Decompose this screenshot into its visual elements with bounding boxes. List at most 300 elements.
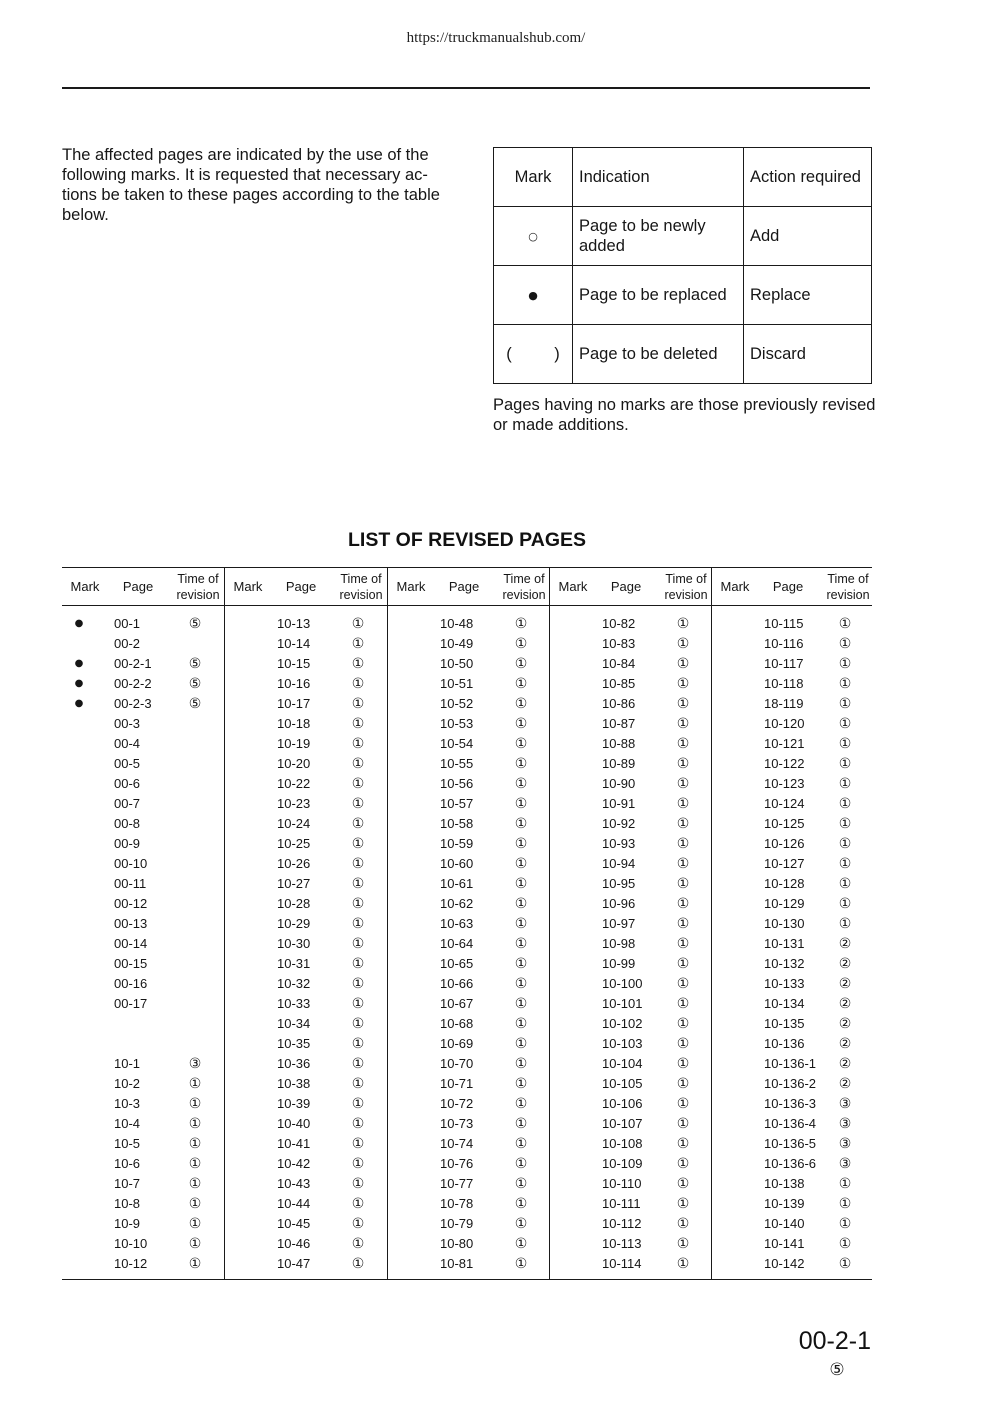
page-number: 10-100 [602, 976, 643, 991]
revision-number: ① [514, 736, 528, 752]
revision-number: ① [351, 1236, 365, 1252]
table-row [388, 1174, 549, 1194]
revision-number: ① [351, 836, 365, 852]
column-header-mark: Mark [233, 579, 263, 594]
table-row [225, 834, 387, 854]
revision-number: ① [514, 656, 528, 672]
revision-number: ① [188, 1216, 202, 1232]
page-number: 10-123 [764, 776, 805, 791]
page-number: 10-8 [114, 1196, 141, 1211]
revision-number: ② [838, 956, 852, 972]
page-number: 10-71 [440, 1076, 474, 1091]
table-row [550, 774, 711, 794]
table-row [712, 774, 872, 794]
table-row [550, 974, 711, 994]
revision-number: ① [351, 676, 365, 692]
footer-revision-mark: ⑤ [829, 1360, 845, 1380]
page-number: 10-129 [764, 896, 805, 911]
page-number: 10-83 [602, 636, 636, 651]
table-row [225, 954, 387, 974]
column-header-mark: Mark [70, 579, 100, 594]
page-number: 10-40 [277, 1116, 311, 1131]
page-number: 00-7 [114, 796, 141, 811]
revision-number: ① [838, 696, 852, 712]
parentheses-mark: ( ) [506, 345, 560, 363]
revision-number: ① [351, 696, 365, 712]
page-number: 10-97 [602, 916, 636, 931]
table-row [225, 1174, 387, 1194]
revision-number: ① [351, 656, 365, 672]
table-row [712, 1234, 872, 1254]
revision-number: ① [676, 616, 690, 632]
page-number: 10-63 [440, 916, 474, 931]
table-row [388, 1154, 549, 1174]
page-number: 10-7 [114, 1176, 141, 1191]
table-row [225, 814, 387, 834]
table-row [712, 694, 872, 714]
table-row [62, 854, 224, 874]
table-row [388, 934, 549, 954]
revision-number: ② [838, 976, 852, 992]
table-row [550, 914, 711, 934]
table-row [225, 1054, 387, 1074]
table-row [550, 1214, 711, 1234]
revision-number: ① [514, 1256, 528, 1272]
table-row [388, 1134, 549, 1154]
page-number: 00-6 [114, 776, 141, 791]
revision-number: ① [676, 676, 690, 692]
page-number: 10-130 [764, 916, 805, 931]
page-number: 10-126 [764, 836, 805, 851]
table-row [712, 1214, 872, 1234]
header-mark: Mark [494, 148, 573, 207]
revision-number: ① [514, 1156, 528, 1172]
page-number: 10-121 [764, 736, 805, 751]
page-number: 10-110 [602, 1176, 642, 1191]
table-row [550, 1094, 711, 1114]
table-row [388, 654, 549, 674]
table-row [62, 974, 224, 994]
revision-number: ⑤ [188, 656, 202, 672]
page-number: 10-125 [764, 816, 805, 831]
column-header-time-line: Time of [665, 572, 707, 586]
table-row [388, 794, 549, 814]
page-number: 00-17 [114, 996, 148, 1011]
revision-number: ① [188, 1196, 202, 1212]
revision-number: ① [351, 796, 365, 812]
page-number: 10-67 [440, 996, 474, 1011]
table-row [62, 994, 224, 1014]
table-row [388, 954, 549, 974]
table-row [225, 974, 387, 994]
table-row [62, 954, 224, 974]
table-row [62, 714, 224, 734]
page-number: 10-116 [764, 636, 804, 651]
page-number: 10-132 [764, 956, 805, 971]
table-row [712, 974, 872, 994]
page-number: 10-18 [277, 716, 311, 731]
revision-number: ① [838, 636, 852, 652]
revision-number: ① [514, 1096, 528, 1112]
revision-number: ③ [838, 1156, 852, 1172]
page-number: 10-56 [440, 776, 474, 791]
revision-number: ① [514, 976, 528, 992]
page-number: 00-2 [114, 636, 141, 651]
note-line: Pages having no marks are those previously revised [493, 396, 876, 414]
table-row [225, 674, 387, 694]
table-row [225, 794, 387, 814]
table-row [225, 934, 387, 954]
table-row [550, 1114, 711, 1134]
table-row [550, 734, 711, 754]
page-number: 00-2-2 [114, 676, 152, 691]
table-row [388, 834, 549, 854]
revision-number: ① [838, 1256, 852, 1272]
table-row [550, 1154, 711, 1174]
revision-number: ③ [838, 1136, 852, 1152]
table-row [712, 914, 872, 934]
table-row [62, 1214, 224, 1234]
page-number: 10-99 [602, 956, 636, 971]
revision-number: ① [351, 1096, 365, 1112]
table-row [712, 954, 872, 974]
page-number: 10-77 [440, 1176, 474, 1191]
page-number: 10-12 [114, 1256, 148, 1271]
page-number: 10-65 [440, 956, 474, 971]
column-header-page: Page [772, 579, 804, 594]
table-row [388, 854, 549, 874]
page-number: 10-43 [277, 1176, 311, 1191]
revision-number: ① [838, 716, 852, 732]
revision-number: ① [676, 876, 690, 892]
revision-number: ① [838, 1176, 852, 1192]
table-row [225, 694, 387, 714]
page-number: 00-10 [114, 856, 148, 871]
revision-number: ① [188, 1236, 202, 1252]
page-number: 10-142 [764, 1256, 805, 1271]
page-number: 10-112 [602, 1216, 642, 1231]
page-number: 10-34 [277, 1016, 311, 1031]
page-number: 10-48 [440, 616, 474, 631]
revision-number: ② [838, 1016, 852, 1032]
table-row [550, 754, 711, 774]
table-row [388, 874, 549, 894]
table-row [62, 754, 224, 774]
table-row [62, 1154, 224, 1174]
revision-number: ① [514, 1036, 528, 1052]
page-number: 10-88 [602, 736, 636, 751]
table-row [712, 994, 872, 1014]
table-row [388, 774, 549, 794]
table-row [712, 834, 872, 854]
page-number: 10-136-5 [764, 1136, 817, 1151]
page-number: 10-98 [602, 936, 636, 951]
revised-pages-column-group [224, 568, 387, 1279]
table-row [550, 874, 711, 894]
table-row [225, 874, 387, 894]
revision-number: ② [838, 996, 852, 1012]
header-action-required: Action required [744, 148, 872, 207]
table-row [62, 1094, 224, 1114]
table-row [62, 1254, 224, 1274]
page-number: 10-44 [277, 1196, 311, 1211]
table-row [550, 954, 711, 974]
revision-number: ① [676, 1236, 690, 1252]
table-row [712, 674, 872, 694]
revision-number: ① [514, 1056, 528, 1072]
column-header-time-of-revision [172, 571, 224, 603]
revision-number: ① [676, 936, 690, 952]
page-number: 00-3 [114, 716, 141, 731]
mark-cell [494, 207, 573, 266]
revision-number: ① [188, 1076, 202, 1092]
page-number: 10-69 [440, 1036, 474, 1051]
revision-number: ① [838, 616, 852, 632]
revision-number: ⑤ [188, 616, 202, 632]
revision-number: ① [514, 836, 528, 852]
page-number: 10-35 [277, 1036, 311, 1051]
table-row [225, 1214, 387, 1234]
revision-number: ① [676, 1176, 690, 1192]
revision-number: ① [514, 716, 528, 732]
revision-number: ① [514, 756, 528, 772]
column-header-mark: Mark [720, 579, 750, 594]
revision-number: ① [514, 776, 528, 792]
table-row [225, 1234, 387, 1254]
revision-number: ① [676, 716, 690, 732]
revision-number: ① [838, 796, 852, 812]
revision-number: ① [676, 836, 690, 852]
page-number: 10-61 [440, 876, 474, 891]
revision-number: ⑤ [188, 676, 202, 692]
revision-number: ① [514, 876, 528, 892]
page-number: 10-90 [602, 776, 636, 791]
table-row [712, 754, 872, 774]
revised-pages-column-group [711, 568, 872, 1279]
revision-number: ① [676, 1216, 690, 1232]
page-number: 10-140 [764, 1216, 805, 1231]
page-number: 10-46 [277, 1236, 311, 1251]
table-row [712, 614, 872, 634]
revision-number: ① [676, 756, 690, 772]
table-row [388, 1074, 549, 1094]
revision-number: ① [676, 776, 690, 792]
revision-number: ① [188, 1096, 202, 1112]
note-line: or made additions. [493, 416, 629, 434]
column-header-time-line: Time of [827, 572, 869, 586]
revision-number: ③ [838, 1096, 852, 1112]
revision-number: ① [188, 1116, 202, 1132]
revision-number: ⑤ [188, 696, 202, 712]
table-row [712, 1014, 872, 1034]
revision-number: ① [514, 696, 528, 712]
revision-number: ① [351, 1016, 365, 1032]
table-row [712, 894, 872, 914]
table-row [62, 1074, 224, 1094]
page-number: 10-109 [602, 1156, 643, 1171]
footer-page-number: 00-2-1 [798, 1327, 871, 1355]
page-number: 10-93 [602, 836, 636, 851]
revision-number: ① [838, 676, 852, 692]
revision-number: ② [838, 1056, 852, 1072]
revision-number: ① [351, 1156, 365, 1172]
page-number: 10-64 [440, 936, 474, 951]
revision-number: ① [676, 1116, 690, 1132]
page-number: 10-94 [602, 856, 636, 871]
revision-number: ① [838, 816, 852, 832]
indication-cell: Page to be deleted [573, 325, 744, 384]
revision-number: ① [514, 1136, 528, 1152]
page-number: 10-72 [440, 1096, 474, 1111]
revision-number: ① [676, 1056, 690, 1072]
page-number: 00-13 [114, 916, 148, 931]
page-number: 10-127 [764, 856, 805, 871]
page-number: 10-141 [764, 1236, 805, 1251]
page-number: 10-25 [277, 836, 311, 851]
revision-number: ① [676, 736, 690, 752]
revision-number: ① [514, 956, 528, 972]
page-number: 10-6 [114, 1156, 141, 1171]
table-row [712, 1034, 872, 1054]
page-number: 10-82 [602, 616, 636, 631]
table-row [62, 814, 224, 834]
page-number: 10-108 [602, 1136, 643, 1151]
column-header-time-line: revision [339, 588, 383, 602]
revision-number: ① [676, 1196, 690, 1212]
table-row [225, 1194, 387, 1214]
revision-number: ① [351, 1176, 365, 1192]
page-number: 10-16 [277, 676, 311, 691]
page-number: 10-117 [764, 656, 804, 671]
page-number: 10-76 [440, 1156, 474, 1171]
page-number: 10-13 [277, 616, 311, 631]
revision-number: ① [351, 716, 365, 732]
column-header-time-line: revision [826, 588, 870, 602]
page-number: 10-136-1 [764, 1056, 817, 1071]
table-row [225, 854, 387, 874]
page-number: 10-102 [602, 1016, 643, 1031]
page-number: 10-45 [277, 1216, 311, 1231]
page-number: 10-70 [440, 1056, 474, 1071]
table-row [225, 1254, 387, 1274]
column-header-page: Page [448, 579, 480, 594]
page-number: 10-131 [764, 936, 805, 951]
table-row [225, 774, 387, 794]
page-number: 10-36 [277, 1056, 311, 1071]
table-row [225, 1034, 387, 1054]
table-row [550, 714, 711, 734]
revision-number: ① [188, 1156, 202, 1172]
table-row [388, 714, 549, 734]
marks-row-add [494, 207, 872, 266]
page-number: 10-73 [440, 1116, 474, 1131]
revision-number: ① [838, 656, 852, 672]
page-number: 10-139 [764, 1196, 805, 1211]
page-number: 10-128 [764, 876, 805, 891]
page-number: 10-78 [440, 1196, 474, 1211]
revision-number: ① [514, 996, 528, 1012]
page-number: 10-87 [602, 716, 636, 731]
table-row [712, 1114, 872, 1134]
revision-number: ① [676, 1096, 690, 1112]
revision-number: ① [676, 1016, 690, 1032]
page-number: 10-55 [440, 756, 474, 771]
revision-number: ① [514, 1076, 528, 1092]
table-row [225, 654, 387, 674]
column-header-time-line: revision [664, 588, 708, 602]
revision-number: ① [351, 1256, 365, 1272]
marks-row-discard [494, 325, 872, 384]
page-number: 18-119 [764, 696, 804, 711]
table-row [550, 1194, 711, 1214]
revision-number: ③ [188, 1056, 202, 1072]
table-row [62, 914, 224, 934]
table-row [388, 974, 549, 994]
table-row [388, 734, 549, 754]
column-header-page: Page [285, 579, 317, 594]
page-number: 10-105 [602, 1076, 643, 1091]
revision-number: ① [351, 1136, 365, 1152]
page-number: 00-1 [114, 616, 141, 631]
page-number: 10-39 [277, 1096, 311, 1111]
page-number: 10-2 [114, 1076, 141, 1091]
revision-number: ① [514, 616, 528, 632]
table-row [712, 1134, 872, 1154]
page-number: 10-74 [440, 1136, 474, 1151]
page-number: 10-49 [440, 636, 474, 651]
revision-number: ① [514, 676, 528, 692]
page-number: 10-106 [602, 1096, 643, 1111]
page-number: 00-12 [114, 896, 148, 911]
table-row [550, 834, 711, 854]
table-row [225, 894, 387, 914]
revision-number: ① [351, 856, 365, 872]
page-number: 10-41 [277, 1136, 311, 1151]
page-number: 10-122 [764, 756, 805, 771]
table-row [388, 1014, 549, 1034]
page-number: 10-3 [114, 1096, 141, 1111]
revision-number: ① [676, 996, 690, 1012]
revision-number: ① [351, 896, 365, 912]
page-number: 10-118 [764, 676, 804, 691]
intro-line: below. [62, 206, 109, 224]
page-number: 10-52 [440, 696, 474, 711]
table-row [62, 894, 224, 914]
page-number: 10-28 [277, 896, 311, 911]
revision-number: ① [514, 1196, 528, 1212]
revision-number: ① [676, 956, 690, 972]
table-row [225, 1074, 387, 1094]
revision-number: ① [351, 1216, 365, 1232]
table-row [550, 614, 711, 634]
table-row [388, 1214, 549, 1234]
revision-number: ① [838, 756, 852, 772]
revision-number: ① [676, 636, 690, 652]
page-number: 10-10 [114, 1236, 148, 1251]
table-row [62, 1234, 224, 1254]
revision-number: ① [351, 996, 365, 1012]
table-row [62, 774, 224, 794]
action-cell: Add [744, 207, 872, 266]
page-number: 00-2-1 [114, 656, 152, 671]
table-row [550, 674, 711, 694]
table-row [62, 634, 224, 654]
table-row [550, 1234, 711, 1254]
page-number: 10-30 [277, 936, 311, 951]
revision-number: ① [351, 816, 365, 832]
revision-number: ① [514, 1116, 528, 1132]
table-row [62, 654, 224, 674]
